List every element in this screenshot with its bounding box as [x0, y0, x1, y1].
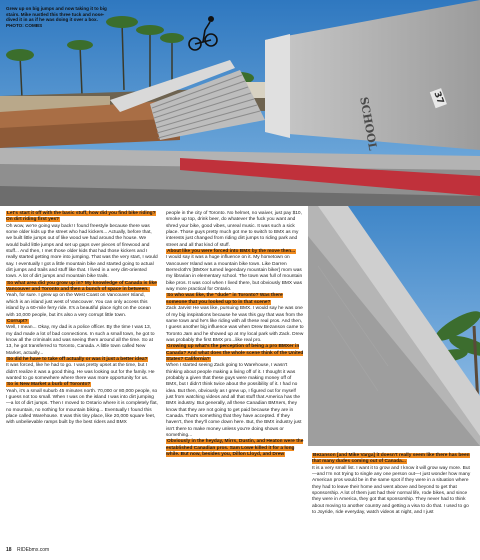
interview-question	[166, 293, 304, 306]
article-column-middle	[166, 211, 304, 458]
interview-question	[166, 439, 304, 458]
article-column-right	[312, 453, 474, 516]
interview-answer: I would say it was a huge influence on it. My hometown on Vancouver Island was a mountain bike town. Like Darren Berrecloth's [BMXer turned legendary mountain biker] mom was my librarian in elementary school. The town was full of mountain bike pros. It was cool when I lived there, but obviously BMX was way more practical for Ontario.	[166, 255, 303, 293]
interview-answer: Yeah, it's a small suburb 45 minutes north. 70,000 or 80,000 people, so I guess not too small. When I was on the island I was into dirt jumping—a lot of dirt jumps. Then I moved to Ontario where it is completely flat, no mountain, no nothing for mountain biking... Eventually I found this place called Warehouse. It was this tiny place, like 20,000 square feet, with unbelievable ramps built by the best riders and BMX	[6, 388, 158, 426]
photo-credit: PHOTO: COMBS	[6, 22, 43, 28]
question-highlight: Obviously in the heyday, Mirrs, Dustin, and Heaton were the established Canadian pros. Sam Lowe killed it for a long while. But now, besides you, Dillon Lloyd, and Drew	[166, 439, 304, 458]
interview-question	[312, 453, 474, 466]
question-highlight: Let's start it off with the basic stuff, how did you find bike riding? On dirt riding first yes?	[6, 211, 156, 223]
question-highlight: So what area did you grow up in? My knowledge of Canada is like Vancouver and Toronto and then a bunch of space in between.	[6, 280, 157, 293]
site-url: RIDEbmx.com	[16, 547, 50, 553]
interview-answer: Well, I mean... Okay, my dad is a police officer. By the time I was 13, my dad made a lot of bad connections. In such a small town, he got to know all the criminals and was seeing them around all the time. So at 13, he got transferred to Toronto, Canada. A little town called New Market, actually...	[6, 325, 155, 356]
interview-answer: It was forced, like he had to go. I was pretty upset at the time, but I didn't realize it was a good thing. He was looking out for the family. He wanted to go somewhere where there was more opportunity for us.	[6, 363, 155, 381]
question-highlight: So who was like, the "dude" in Toronto? Was there someone that you looked up to in that scene?	[166, 293, 283, 305]
house-number: 37	[430, 88, 447, 108]
page-number: 18	[6, 547, 12, 553]
question-highlight: About like you were forced into BMX by the move then...	[167, 249, 296, 255]
side-photo	[308, 206, 480, 446]
interview-question	[166, 344, 304, 363]
interview-answer: When I started seeing Zack going to Warehouse, I wasn't thinking about people making a living off of it. I thought it was probably a given that these guys were making money off of BMX, but I didn't think twice about the possibility of it. I had no idea. But then, obviously as I grew up, I figured out for myself just from watching videos and all that stuff that America has the BMX industry. But generally, all these Canadian BMXers, they know that they are not going to get paid because they are in Canada. That's something that they have accepted. If they haven't, then they'll come down here. But, the BMX industry just isn't there to make money unless you're doing shows or something...	[166, 363, 302, 439]
question-highlight: Corrupt?	[7, 318, 28, 324]
interview-answer: Zack Jarvis! He was like, pursuing BMX. I would say he was one of my big inspirations because he was this guy that was from the same town and he's like riding with all these real pros. And then, I guess another big influence was when Drew Bezanson came to Toronto Jam and he showed up at my local park with Zack. Drew was probably the first BMX pro...like real pro.	[166, 306, 304, 343]
interview-answer: It is a very small list. I want it to grow and I know it will grow way more. But—and I'm not trying to single any one person out—I just wonder how many American pros would be in the same spot if they were in a situation where they had to leave their home and went above and beyond to get that sponsorship. A lot of them just had their normal life, rode bikes, and since they were in America, they got that sponsorship. They never had to think about moving to another country and getting a visa to do that. I used to go to Joyride, ride everyday, watch videos at night, and I just	[312, 465, 471, 516]
interview-answer: people in the city of Toronto. No helmet, no waiver, just pay $10, smoke up top, drink beer, do whatever the fuck you want and shred your bike, good vibes, unreal music. It was such a sick place. Those guys pretty much got me to switch to BMX as my interests just changed from riding dirt jumps to riding park and street and all that kind of stuff.	[166, 211, 302, 248]
article-column-left	[6, 211, 158, 427]
photo-caption	[6, 6, 108, 28]
main-photo	[0, 0, 480, 206]
question-highlight: Bezanson [and Mike Varga] it doesn't really seem like there has been that many dudes coming out of Canada...	[312, 453, 470, 465]
question-highlight: Growing up what's the perception of being a pro BMXer in Canada? And what does the whole scene think of the United States? California?	[166, 344, 304, 362]
wall-graffiti: SCHOOL	[357, 96, 380, 152]
question-highlight: So is New Market a burb of Toronto?	[7, 382, 91, 388]
page-footer	[6, 547, 49, 553]
interview-question	[6, 211, 158, 224]
question-highlight: So did he have to take off actually or was it just a better idea?	[7, 356, 148, 362]
interview-question	[6, 281, 158, 294]
interview-answer: Oh wow, we're going way back! I found freestyle because there was some older kids up the street who had kickers... Actually, before that, we built little jumps out of like wood we had around the house. We would build little jumps and set up gaps over pieces of firewood and stuff... And then, I met those older kids that had those kickers and I really started getting more into jumping. That was the very start, I would say. I eventually I got a little mountain bike and started going to actual dirt jumps and trails and stuff like that. I lived in a very dirt-oriented town. A lot of dirt jumps and mountain bike trails.	[6, 223, 158, 280]
caption-text: Grew up on big jumps and now taking it to big stairs. Mike nustled this three tuck and nose-dived it in as if he was doing it over a box.	[6, 6, 107, 23]
interview-answer: Yeah, for sure. I grew up on the West Coast on Vancouver Island, which is an island just west of Vancouver. You can only access this island by a 60-mile ferry ride. It's a beautiful place right on the ocean with 10,000 people, but it's also a very corrupt little town.	[6, 293, 151, 318]
